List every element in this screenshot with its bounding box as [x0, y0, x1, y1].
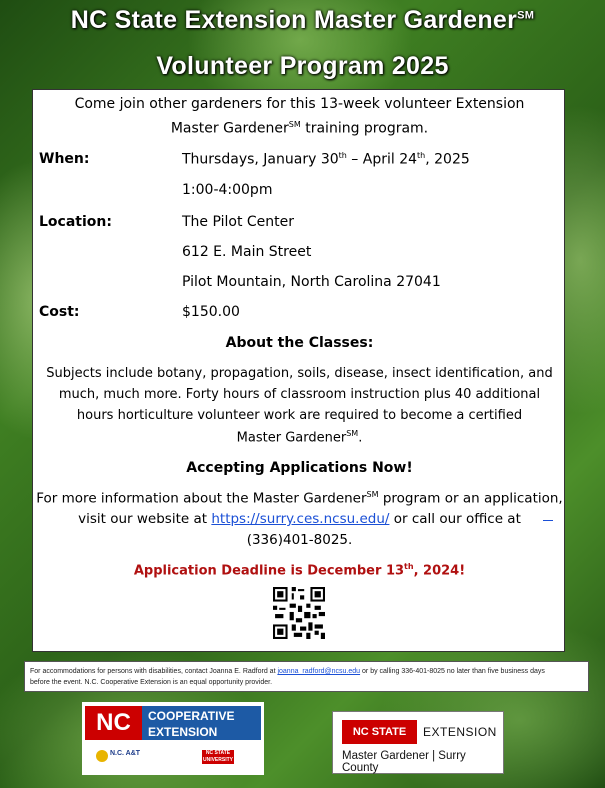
about-line-3: hours horticulture volunteer work are required to become a certified	[76, 408, 523, 423]
extension-wordmark: EXTENSION	[423, 725, 497, 739]
deadline-notice: Application Deadline is December 13th, 2024!	[133, 562, 466, 579]
when-label: When:	[39, 151, 90, 167]
about-line-4: Master Gardener℠.	[236, 429, 363, 446]
cost-label: Cost:	[39, 304, 80, 320]
about-heading: About the Classes:	[225, 335, 374, 351]
cost-value: $150.00	[182, 304, 240, 320]
time-value: 1:00-4:00pm	[182, 182, 273, 198]
about-line-2: much, much more. Forty hours of classroom instruction plus 40 additional	[58, 387, 541, 402]
master-gardener-surry-label: Master Gardener | Surry County	[342, 750, 466, 774]
ncat-wordmark: N.C. A&T	[110, 750, 141, 757]
cooperative-extension-wordmark: COOPERATIVE EXTENSION	[142, 706, 261, 740]
about-line-1: Subjects include botany, propagation, soils, disease, insect identification, and	[46, 366, 553, 381]
ncat-seal-icon	[96, 750, 108, 762]
nc-cooperative-extension-logo	[82, 702, 264, 775]
when-value: Thursdays, January 30th – April 24th, 2025	[182, 151, 470, 168]
phone-number: (336)401-8025.	[246, 532, 353, 548]
service-mark: SM	[517, 9, 535, 22]
info-panel	[32, 89, 565, 652]
intro-line-1: Come join other gardeners for this 13-week volunteer Extension	[74, 96, 525, 112]
accessibility-disclaimer: For accommodations for persons with disabilities, contact Joanna E. Radford at joanna_radford@ncsu.edu or by calling 336-401-8025 no later than five business days before the event. N.C. Cooperative Extension is an equal opportunity provider.	[24, 661, 589, 692]
ncstate-extension-logo	[332, 711, 504, 774]
apply-line-1: For more information about the Master Gardener℠ program or an application,	[36, 490, 563, 507]
apply-line-2: visit our website at https://surry.ces.ncsu.edu/ or call our office at	[78, 511, 521, 527]
location-name: The Pilot Center	[182, 214, 295, 230]
location-city: Pilot Mountain, North Carolina 27041	[182, 274, 441, 290]
intro-line-2: Master Gardener℠ training program.	[170, 120, 429, 137]
website-link[interactable]: https://surry.ces.ncsu.edu/	[211, 511, 390, 527]
apply-heading: Accepting Applications Now!	[186, 460, 413, 476]
location-label: Location:	[39, 214, 112, 230]
qr-code-icon[interactable]	[273, 587, 325, 639]
link-underline-fragment	[543, 520, 553, 521]
disclaimer-email-link[interactable]: joanna_radford@ncsu.edu	[277, 668, 361, 675]
nc-logo-block: NC	[85, 706, 142, 740]
title-line-2: Volunteer Program 2025	[156, 52, 449, 80]
location-street: 612 E. Main Street	[182, 244, 312, 260]
ncstate-logo-block: NC STATE	[342, 720, 417, 744]
title-line-1: NC State Extension Master Gardener℠	[70, 6, 535, 34]
ncstate-small-logo: NC STATE UNIVERSITY	[202, 750, 233, 763]
